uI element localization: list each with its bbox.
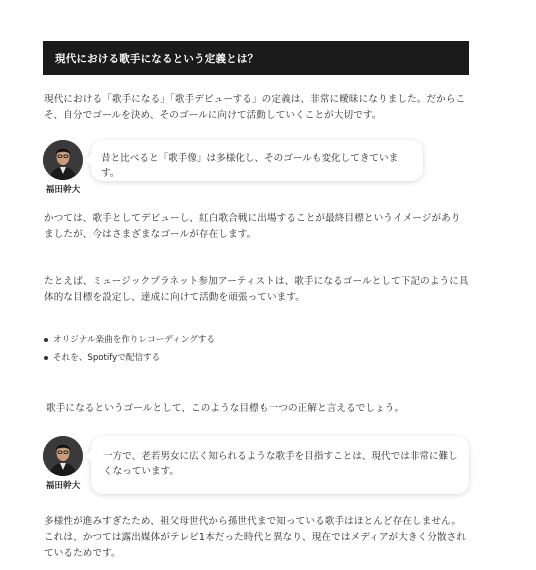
- speaker-name: 福田幹大: [45, 185, 81, 195]
- speaker-quote-1: [43, 140, 473, 206]
- speech-bubble: 昔と比べると「歌手像」は多様化し、そのゴールも変化してきています。: [91, 140, 423, 181]
- speaker-avatar: [43, 436, 83, 476]
- list-item: オリジナル楽曲を作りレコーディングする: [53, 331, 215, 349]
- speaker-quote-2: [43, 436, 473, 502]
- speaker-avatar: [43, 140, 83, 180]
- bullet-icon: [44, 338, 48, 342]
- bullet-icon: [44, 356, 48, 360]
- paragraph-conclusion: 歌手になるというゴールとして、このような目標も一つの正解と言えるでしょう。: [46, 403, 405, 414]
- list-item: それを、Spotifyで配信する: [53, 349, 215, 367]
- goal-list: [53, 331, 215, 367]
- person-icon: [43, 140, 83, 180]
- person-icon: [43, 436, 83, 476]
- section-heading: 現代における歌手になるという定義とは？: [43, 41, 469, 75]
- speech-bubble: 一方で、老若男女に広く知られるような歌手を目指すことは、現代では非常に難しくなっています。: [91, 436, 469, 494]
- paragraph-diversity: 多様性が進みすぎたため、祖父母世代から孫世代まで知っている歌手はほとんど存在しません。これは、かつては露出媒体がテレビ1本だった時代と異なり、現在ではメディアが大きく分散されているためです。: [44, 516, 467, 559]
- speaker-name: 福田幹大: [45, 481, 81, 491]
- paragraph-history: かつては、歌手としてデビューし、紅白歌合戦に出場することが最終目標というイメージがありましたが、今はさまざまなゴールが存在します。: [44, 213, 461, 240]
- paragraph-example: たとえば、ミュージックプラネット参加アーティストは、歌手になるゴールとして下記のように具体的な目標を設定し、達成に向けて活動を頑張っています。: [44, 276, 469, 303]
- intro-paragraph: 現代における「歌手になる」「歌手デビューする」の定義は、非常に曖昧になりました。だからこそ、自分でゴールを決め、そのゴールに向けて活動していくことが大切です。: [44, 94, 466, 121]
